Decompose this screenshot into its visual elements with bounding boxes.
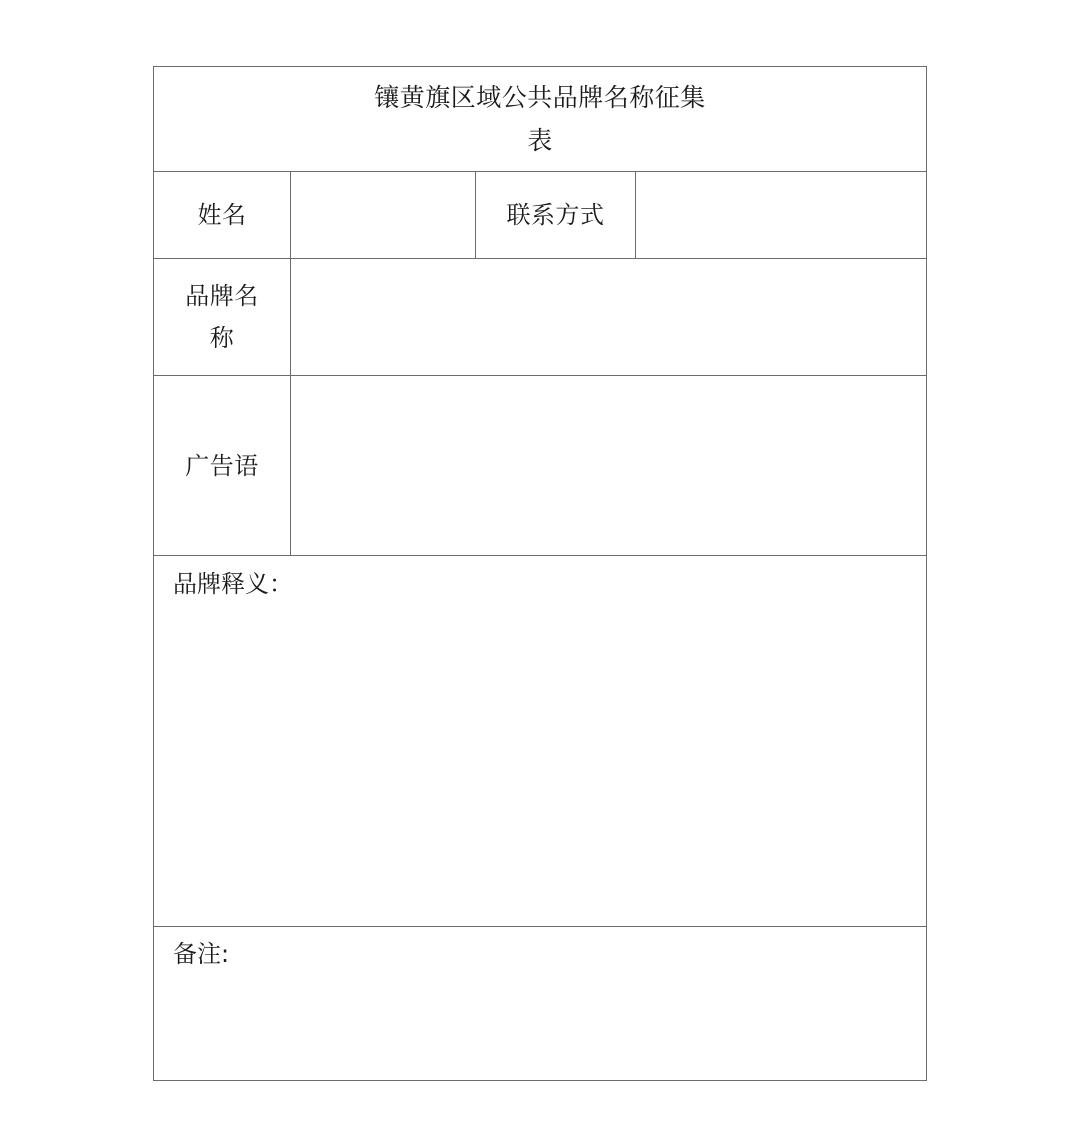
form-title-row xyxy=(154,67,926,172)
name-contact-row xyxy=(154,172,926,259)
form-title-line1: 镶黄旗区域公共品牌名称征集 xyxy=(374,83,706,112)
name-label-cell xyxy=(154,172,291,258)
name-field[interactable] xyxy=(291,172,476,258)
slogan-field[interactable] xyxy=(291,376,926,555)
brand-name-label-line2: 称 xyxy=(209,324,235,352)
remarks-field[interactable] xyxy=(154,927,926,1080)
slogan-row xyxy=(154,376,926,556)
slogan-label-cell xyxy=(154,376,291,555)
brand-name-label-line1: 品牌名 xyxy=(185,282,259,310)
brand-meaning-field[interactable] xyxy=(154,556,926,927)
brand-meaning-label: 品牌释义： xyxy=(173,570,293,598)
contact-label-cell xyxy=(476,172,636,258)
brand-name-field[interactable] xyxy=(291,259,926,375)
brand-name-row xyxy=(154,259,926,376)
name-label: 姓名 xyxy=(197,201,247,229)
contact-field[interactable] xyxy=(636,172,926,258)
brand-name-label xyxy=(185,275,259,359)
brand-name-collection-form xyxy=(153,66,927,1081)
slogan-label: 广告语 xyxy=(185,451,259,480)
form-title xyxy=(374,76,706,162)
brand-name-label-cell xyxy=(154,259,291,375)
contact-label: 联系方式 xyxy=(506,201,605,229)
form-title-line2: 表 xyxy=(527,126,553,155)
remarks-label: 备注: xyxy=(173,940,230,968)
